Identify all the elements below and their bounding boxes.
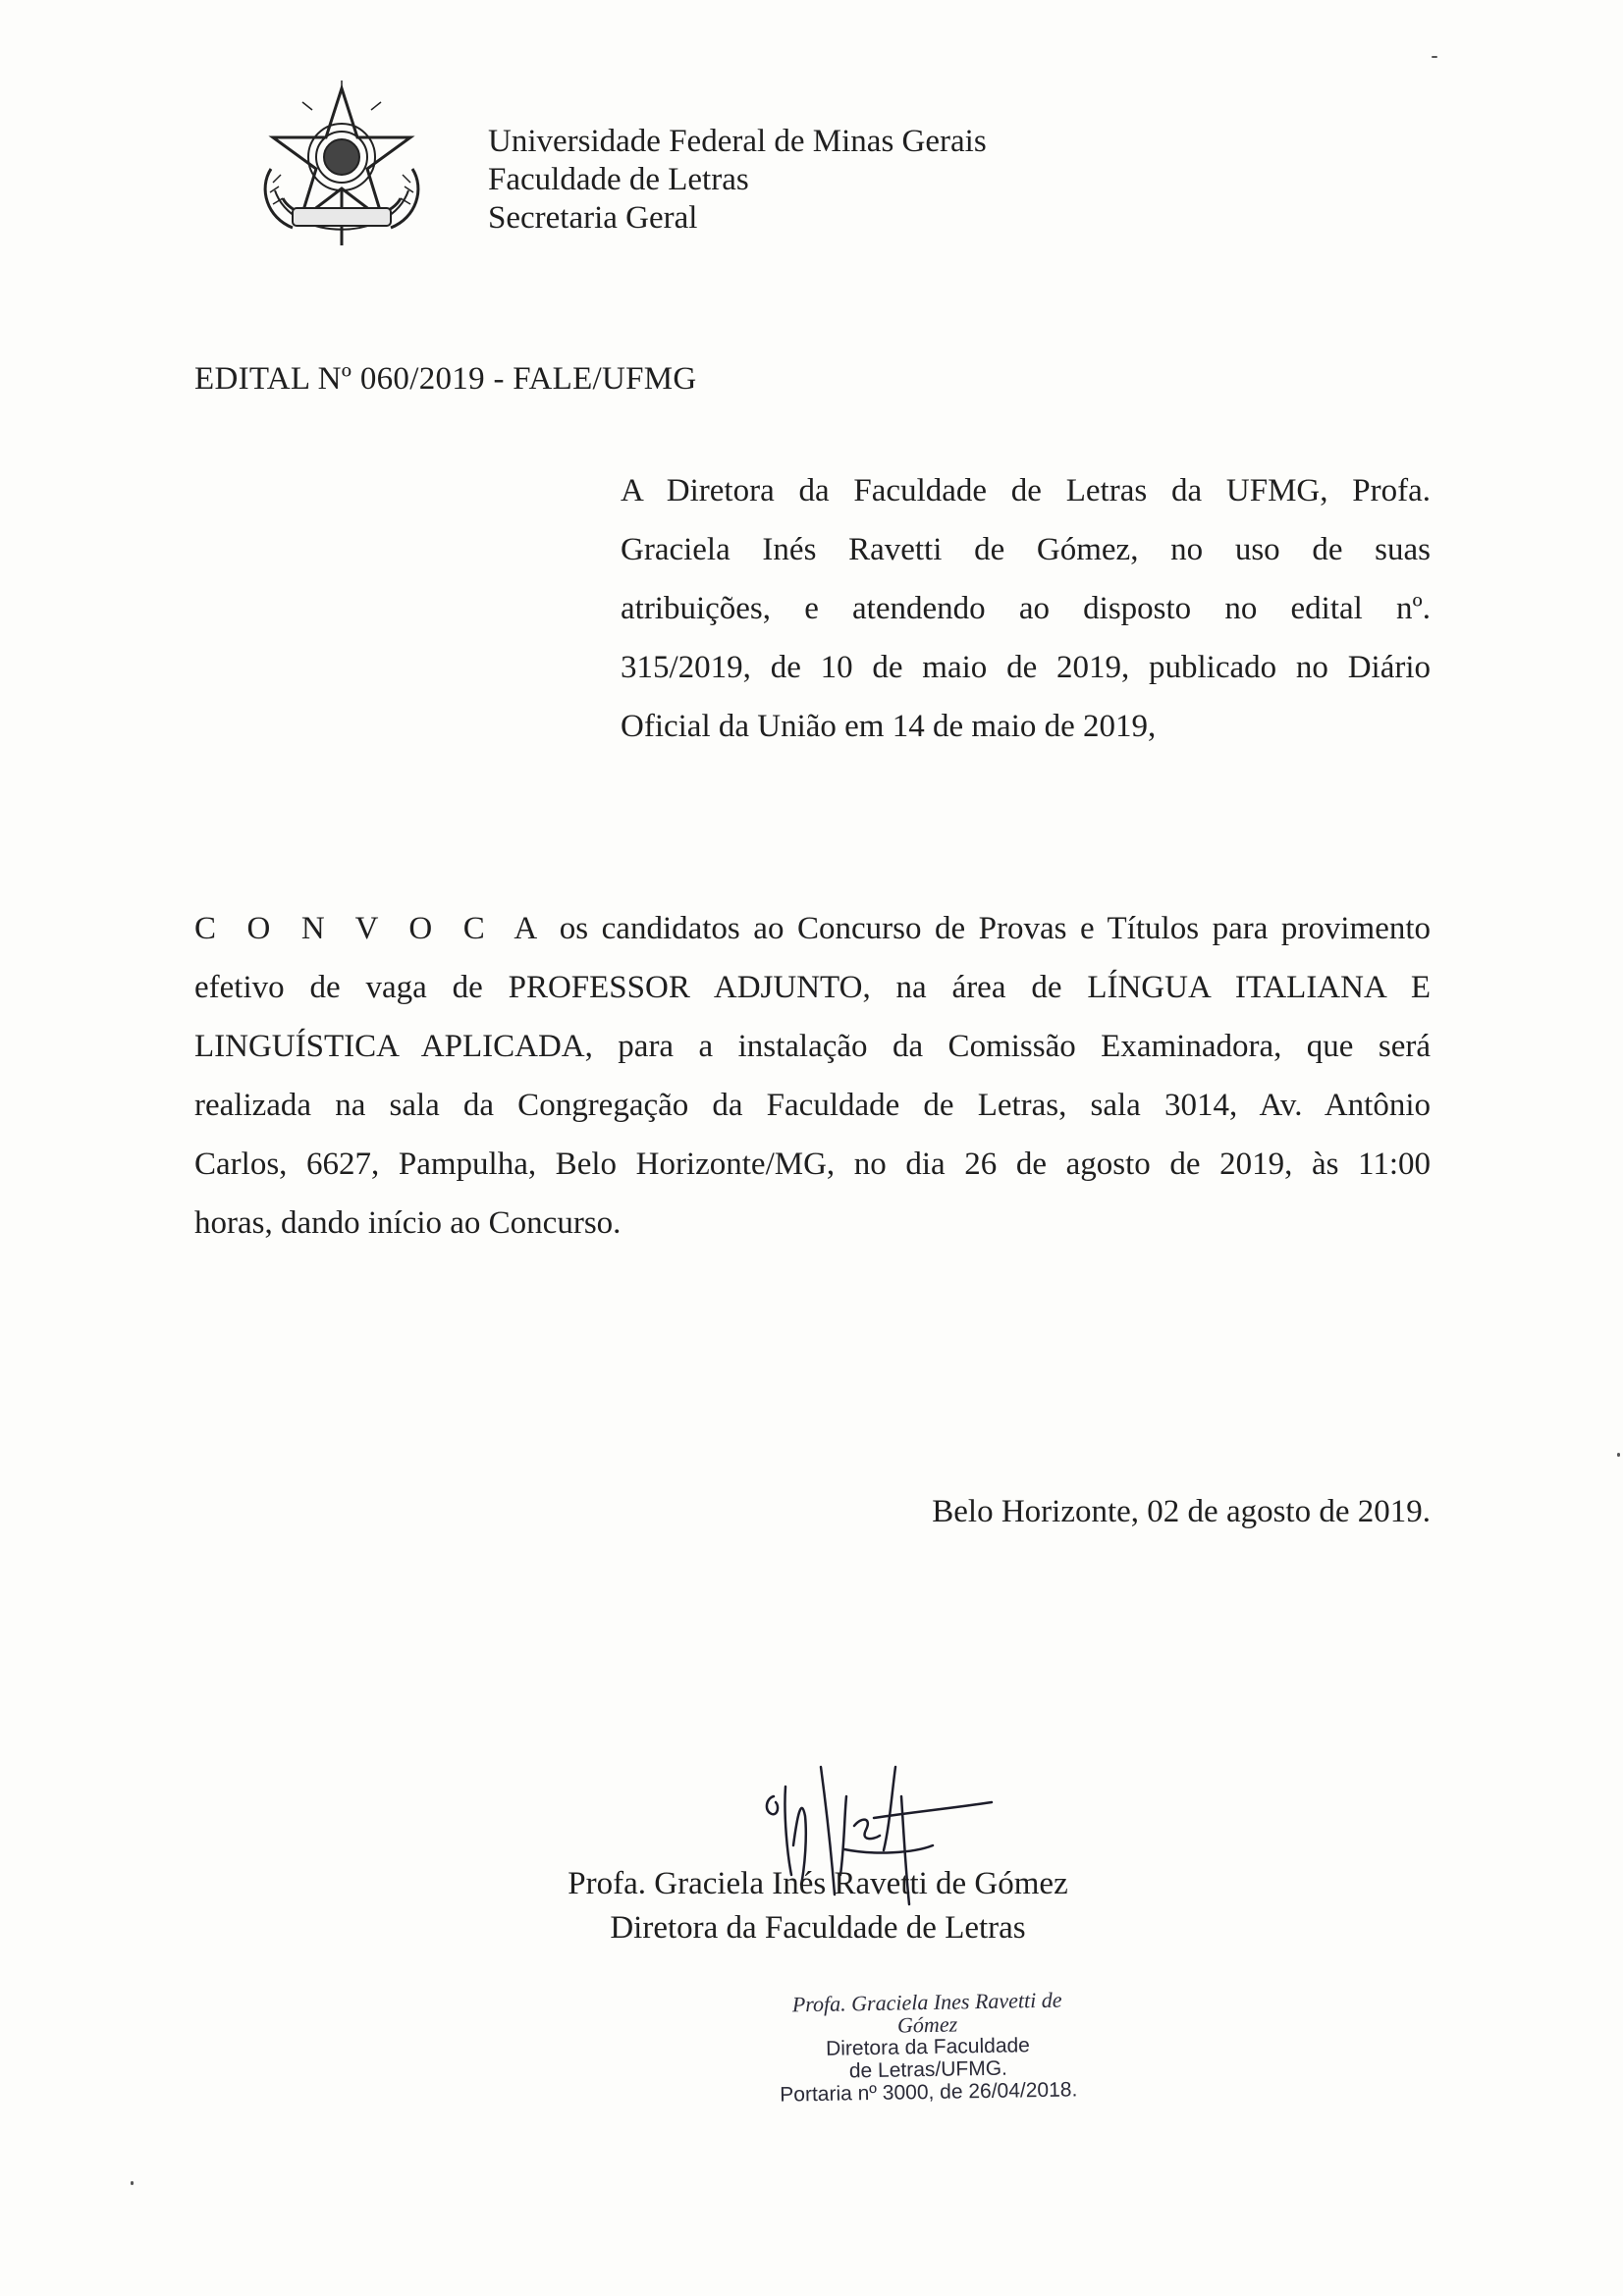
official-stamp — [775, 1988, 1081, 2106]
body-line — [194, 899, 1431, 958]
body-line: horas, dando início ao Concurso. — [194, 1205, 622, 1241]
intro-line: Oficial da União em 14 de maio de 2019, — [621, 709, 1157, 744]
intro-line: atribuições, e atendendo ao disposto no edital nº. — [621, 591, 1431, 626]
scan-speck — [131, 2181, 134, 2185]
convocation-paragraph — [194, 899, 1431, 1253]
intro-line: 315/2019, de 10 de maio de 2019, publicado no Diário — [621, 650, 1431, 685]
signatory-name: Profa. Graciela Inés Ravetti de Gómez — [568, 1866, 1068, 1901]
university-name: Universidade Federal de Minas Gerais — [488, 124, 987, 159]
intro-line: Graciela Inés Ravetti de Gómez, no uso de suas — [621, 532, 1431, 567]
signatory-role: Diretora da Faculdade de Letras — [610, 1910, 1026, 1946]
convoca-word: C O N V O C A — [194, 911, 547, 946]
scan-speck — [1432, 56, 1437, 58]
stamp-name: Profa. Graciela Ines Ravetti de Gómez — [791, 1987, 1062, 2038]
faculty-name: Faculdade de Letras — [488, 162, 749, 197]
stamp-line: Portaria nº 3000, de 26/04/2018. — [780, 2078, 1078, 2107]
place-date: Belo Horizonte, 02 de agosto de 2019. — [932, 1494, 1431, 1529]
body-line: LINGUÍSTICA APLICADA, para a instalação da Comissão Examinadora, que será — [194, 1029, 1431, 1064]
body-line: realizada na sala da Congregação da Faculdade de Letras, sala 3014, Av. Antônio — [194, 1088, 1431, 1123]
institution-header — [488, 123, 987, 238]
body-line-text: os candidatos ao Concurso de Provas e Títulos para provimento — [559, 911, 1432, 946]
body-line: efetivo de vaga de PROFESSOR ADJUNTO, na área de LÍNGUA ITALIANA E — [194, 970, 1431, 1005]
intro-line: A Diretora da Faculdade de Letras da UFMG, Profa. — [621, 473, 1431, 508]
body-line: Carlos, 6627, Pampulha, Belo Horizonte/MG, no dia 26 de agosto de 2019, às 11:00 — [194, 1147, 1431, 1182]
stamp-line: de Letras/UFMG. — [848, 2056, 1008, 2083]
scan-speck — [1617, 1453, 1620, 1457]
edital-title: EDITAL Nº 060/2019 - FALE/UFMG — [194, 361, 697, 397]
signature-block — [543, 1862, 1093, 1950]
intro-paragraph — [621, 461, 1431, 756]
department-name: Secretaria Geral — [488, 200, 698, 236]
brazil-coat-of-arms-icon — [253, 80, 430, 257]
stamp-line: Diretora da Faculdade — [825, 2034, 1031, 2060]
